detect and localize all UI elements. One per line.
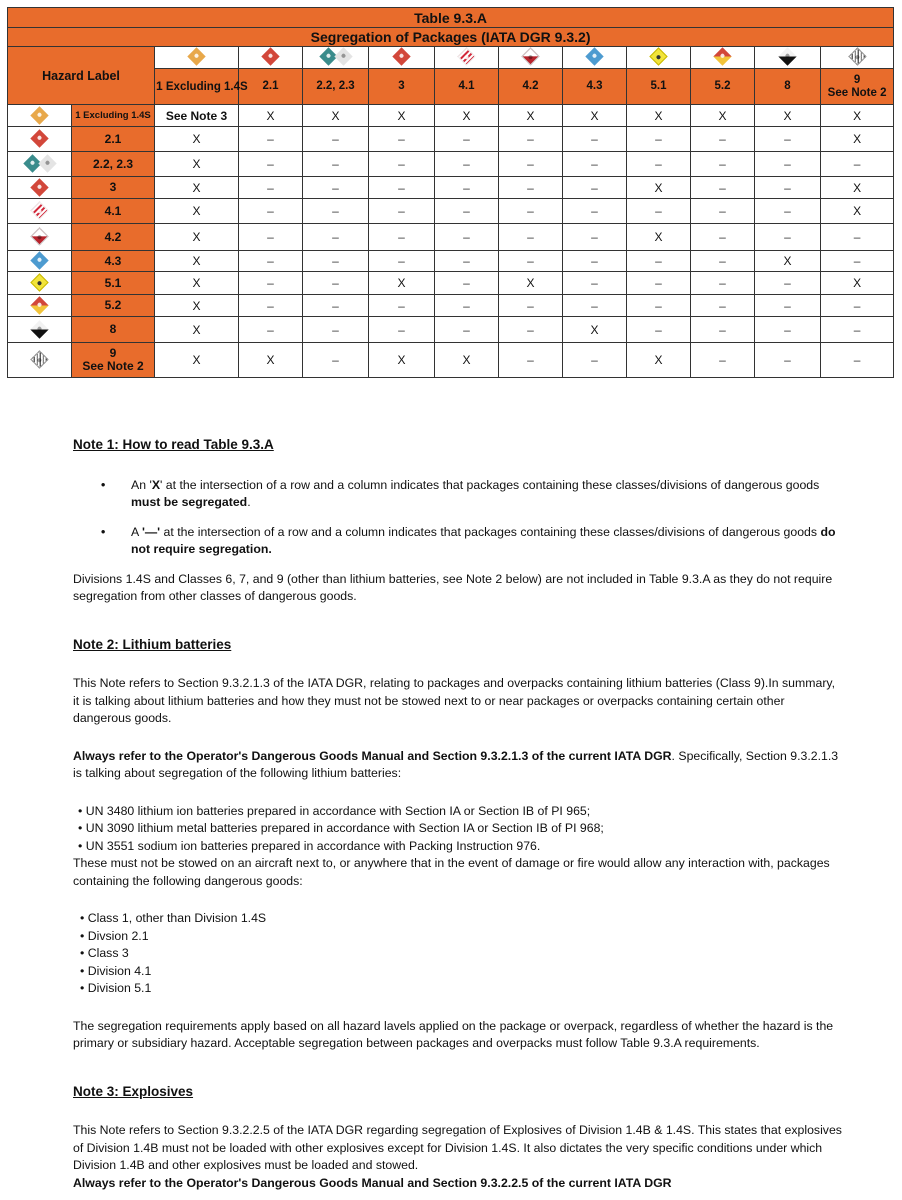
table-cell: – [691,127,755,152]
corrosive-8-icon [30,320,48,338]
table-cell: X [821,177,894,199]
row-hazard-icon-cell [8,224,72,251]
spontaneous-combustion-4-2-icon [30,228,48,246]
table-cell: – [627,251,691,272]
col-icon-3 [369,47,435,69]
col-header-4-2: 4.2 [499,69,563,105]
table-cell: – [755,295,821,317]
corrosive-8-icon [778,47,796,65]
table-cell: – [435,199,499,224]
table-cell: X [239,343,303,378]
table-cell: – [499,177,563,199]
table-cell: X [627,343,691,378]
note2-heading: Note 2: Lithium batteries [73,636,232,652]
table-cell: X [155,127,239,152]
row-hazard-icon-cell [8,127,72,152]
table-cell: X [499,105,563,127]
table-cell: – [303,199,369,224]
table-cell: – [563,251,627,272]
flammable-solid-4-1-icon [30,202,48,220]
row-label: 5.1 [72,272,155,295]
col-icon-5-2 [691,47,755,69]
table-cell: – [369,199,435,224]
table-cell: – [369,152,435,177]
col-header-4-1: 4.1 [435,69,499,105]
table-cell: – [821,152,894,177]
row-hazard-icon-cell [8,295,72,317]
col-icon-8 [755,47,821,69]
table-row [8,272,894,295]
table-cell: X [155,343,239,378]
table-cell: – [435,272,499,295]
col-header-2-1: 2.1 [239,69,303,105]
note1-bullet-dash: • A '—' at the intersection of a row and a column indicates that packages containing these classes/divisions of dangerous goods do not require segregation. [101,524,836,556]
explosive-1-icon [30,106,48,124]
table-cell: – [563,272,627,295]
organic-peroxide-5-2-icon [713,47,731,65]
table-row [8,127,894,152]
table-cell: – [627,295,691,317]
spontaneous-combustion-4-2-icon [521,47,539,65]
col-header-1: 1 Excluding 1.4S [155,69,239,105]
table-cell: – [239,224,303,251]
table-cell: – [755,272,821,295]
oxidizer-5-1-icon [30,274,48,292]
row-label: 4.3 [72,251,155,272]
table-cell: – [627,127,691,152]
note2-para4: The segregation requirements apply based on all hazard lavels applied on the package or overpack, regardless of whether the hazard is the primary or subsidiary hazard. Acceptable segregation between packages and overpacks must follow Table 9.3.A requirements. [73,1018,834,1050]
table-cell: X [239,105,303,127]
table-cell: – [499,127,563,152]
table-cell: X [563,317,627,343]
table-cell: – [627,317,691,343]
table-cell: – [755,343,821,378]
table-cell: – [239,251,303,272]
table-cell: – [499,317,563,343]
table-cell: X [369,272,435,295]
table-cell: – [239,317,303,343]
table-cell: – [303,295,369,317]
table-cell: – [755,127,821,152]
table-cell: X [821,127,894,152]
col-icon-1 [155,47,239,69]
misc-9-icon [848,47,866,65]
flammable-gas-2-1-icon [261,47,279,65]
table-cell: – [239,199,303,224]
table-subtitle: Segregation of Packages (IATA DGR 9.3.2) [8,28,894,47]
table-cell: – [563,295,627,317]
table-cell: X [499,272,563,295]
table-cell: – [627,272,691,295]
table-cell: – [691,295,755,317]
table-cell: X [435,105,499,127]
row-hazard-icon-cell [8,105,72,127]
row-hazard-icon-cell [8,251,72,272]
table-cell: – [563,152,627,177]
table-cell: – [627,152,691,177]
table-cell: – [499,199,563,224]
col-header-2-2-2-3: 2.2, 2.3 [303,69,369,105]
col-icon-2-2-2-3 [303,47,369,69]
row-hazard-icon-cell [8,343,72,378]
table-row [8,177,894,199]
col-icon-4-2 [499,47,563,69]
table-cell: – [691,152,755,177]
table-cell: X [435,343,499,378]
table-row [8,224,894,251]
table-cell: – [755,199,821,224]
goods-list [73,910,843,998]
table-cell: – [755,317,821,343]
battery-list-item: • UN 3480 lithium ion batteries prepared in accordance with Section IA or Section IB of PI 965; [78,803,843,821]
table-row [8,343,894,378]
table-cell: – [821,295,894,317]
table-cell: – [239,127,303,152]
table-cell: – [239,272,303,295]
battery-list [73,803,843,856]
row-label: 4.2 [72,224,155,251]
table-cell: See Note 3 [155,105,239,127]
note3-heading: Note 3: Explosives [73,1083,194,1099]
table-title: Table 9.3.A [8,8,894,28]
table-cell: – [499,251,563,272]
goods-list-item: • Class 1, other than Division 1.4S [80,910,843,928]
table-cell: – [691,224,755,251]
table-cell: X [155,224,239,251]
table-cell: X [155,272,239,295]
row-label: 5.2 [72,295,155,317]
col-icon-2-1 [239,47,303,69]
table-cell: – [755,177,821,199]
table-cell: X [155,251,239,272]
table-cell: X [369,105,435,127]
row-hazard-icon-cell [8,317,72,343]
table-cell: – [499,152,563,177]
bullet-icon: • [101,477,106,492]
table-cell: X [755,105,821,127]
note2-para3: These must not be stowed on an aircraft next to, or anywhere that in the event of damage or fire would allow any interaction with, packages containing the following dangerous goods: [73,856,830,888]
note1-bullet-x: • An 'X' at the intersection of a row and a column indicates that packages containing these classes/divisions of dangerous goods must be segregated. [101,477,820,509]
table-cell: – [499,224,563,251]
table-cell: X [563,105,627,127]
misc-9-icon [30,351,48,369]
table-cell: – [755,152,821,177]
table-cell: – [691,272,755,295]
table-cell: – [821,224,894,251]
note2-para2: Always refer to the Operator's Dangerous Goods Manual and Section 9.3.2.1.3 of the current IATA DGR. Specifically, Section 9.3.2.1.3 is talking about segregation of the following lithium batteries: [73,748,839,780]
table-cell: – [435,317,499,343]
dangerous-when-wet-4-3-icon [30,252,48,270]
toxic-gas-2-3-icon [334,47,352,65]
notes-section [73,436,843,1192]
table-cell: X [155,199,239,224]
hazard-label-header: Hazard Label [8,47,155,105]
table-cell: – [303,127,369,152]
row-label: 1 Excluding 1.4S [72,105,155,127]
table-cell: – [239,177,303,199]
table-row [8,295,894,317]
table-cell: – [239,295,303,317]
table-cell: X [627,224,691,251]
table-cell: X [155,152,239,177]
row-hazard-icon-cell [8,177,72,199]
flammable-liquid-3-icon [30,178,48,196]
table-cell: – [369,317,435,343]
battery-list-item: • UN 3551 sodium ion batteries prepared in accordance with Packing Instruction 976. [78,838,843,856]
flammable-solid-4-1-icon [457,47,475,65]
table-cell: – [755,224,821,251]
table-cell: – [563,127,627,152]
table-cell: – [239,152,303,177]
table-cell: – [563,199,627,224]
segregation-table [7,7,894,378]
table-cell: X [691,105,755,127]
note2-para1: This Note refers to Section 9.3.2.1.3 of the IATA DGR, relating to packages and overpacks containing lithium batteries (Class 9).In summary, it is talking about lithium batteries and how they must not be stowed next to or near packages or overpacks containing certain other dangerous goods. [73,676,836,725]
table-cell: – [303,272,369,295]
table-cell: – [435,224,499,251]
table-cell: – [369,177,435,199]
table-cell: – [499,343,563,378]
table-cell: – [435,295,499,317]
goods-list-item: • Division 5.1 [80,980,843,998]
row-hazard-icon-cell [8,152,72,177]
table-cell: X [821,105,894,127]
table-cell: – [691,251,755,272]
col-icon-9 [821,47,894,69]
table-row [8,317,894,343]
table-cell: X [155,177,239,199]
table-cell: – [303,177,369,199]
col-header-4-3: 4.3 [563,69,627,105]
table-cell: – [303,317,369,343]
goods-list-item: • Divsion 2.1 [80,928,843,946]
col-icon-4-1 [435,47,499,69]
table-row [8,105,894,127]
col-icon-5-1 [627,47,691,69]
col-header-8: 8 [755,69,821,105]
table-cell: – [369,295,435,317]
table-cell: – [563,177,627,199]
table-cell: X [821,199,894,224]
battery-list-item: • UN 3090 lithium metal batteries prepared in accordance with Section IA or Section IB of PI 968; [78,820,843,838]
table-cell: X [627,105,691,127]
table-cell: – [369,224,435,251]
table-cell: – [691,343,755,378]
row-label: 8 [72,317,155,343]
dangerous-when-wet-4-3-icon [585,47,603,65]
table-cell: – [563,224,627,251]
table-cell: – [821,317,894,343]
bullet-icon: • [101,524,106,539]
oxidizer-5-1-icon [649,47,667,65]
table-cell: X [155,317,239,343]
table-cell: – [627,199,691,224]
col-header-5-2: 5.2 [691,69,755,105]
goods-list-item: • Division 4.1 [80,963,843,981]
table-cell: – [691,199,755,224]
table-cell: – [303,343,369,378]
flammable-liquid-3-icon [392,47,410,65]
note1-paragraph: Divisions 1.4S and Classes 6, 7, and 9 (other than lithium batteries, see Note 2 below) are not included in Table 9.3.A as they do not require segregation from other classes of dangerous goods. [73,571,833,603]
table-row [8,199,894,224]
col-header-9: 9 See Note 2 [821,69,894,105]
table-cell: X [303,105,369,127]
row-label: 2.1 [72,127,155,152]
col-icon-4-3 [563,47,627,69]
table-cell: – [499,295,563,317]
explosive-1-icon [187,47,205,65]
table-cell: – [303,251,369,272]
note3-para2: Always refer to the Operator's Dangerous Goods Manual and Section 9.3.2.2.5 of the current IATA DGR [73,1175,672,1190]
row-label: 2.2, 2.3 [72,152,155,177]
table-cell: – [821,251,894,272]
table-cell: X [627,177,691,199]
table-row [8,152,894,177]
row-label: 4.1 [72,199,155,224]
table-row [8,251,894,272]
goods-list-item: • Class 3 [80,945,843,963]
table-cell: X [755,251,821,272]
gas-2-2-2-3-icon [38,155,56,173]
table-cell: – [563,343,627,378]
table-cell: – [303,224,369,251]
col-header-5-1: 5.1 [627,69,691,105]
table-cell: – [435,152,499,177]
table-cell: X [369,343,435,378]
table-cell: X [155,295,239,317]
table-cell: – [691,177,755,199]
table-cell: – [435,251,499,272]
row-label: 9 See Note 2 [72,343,155,378]
row-hazard-icon-cell [8,272,72,295]
organic-peroxide-5-2-icon [30,296,48,314]
note1-heading: Note 1: How to read Table 9.3.A [73,437,274,452]
row-hazard-icon-cell [8,199,72,224]
flammable-gas-2-1-icon [30,130,48,148]
table-cell: – [821,343,894,378]
table-cell: – [369,127,435,152]
note3-para1: This Note refers to Section 9.3.2.2.5 of the IATA DGR regarding segregation of Explosives of Division 1.4B & 1.4S. This states that explosives of Division 1.4B must not be loaded with other explosives except for Division 1.4S. It also dictates the very specific conditions under which Division 1.4B and other explosives must be loaded and stowed. [73,1123,842,1172]
table-cell: – [691,317,755,343]
table-cell: – [303,152,369,177]
row-label: 3 [72,177,155,199]
table-cell: – [369,251,435,272]
col-header-3: 3 [369,69,435,105]
table-cell: – [435,127,499,152]
table-cell: X [821,272,894,295]
table-cell: – [435,177,499,199]
